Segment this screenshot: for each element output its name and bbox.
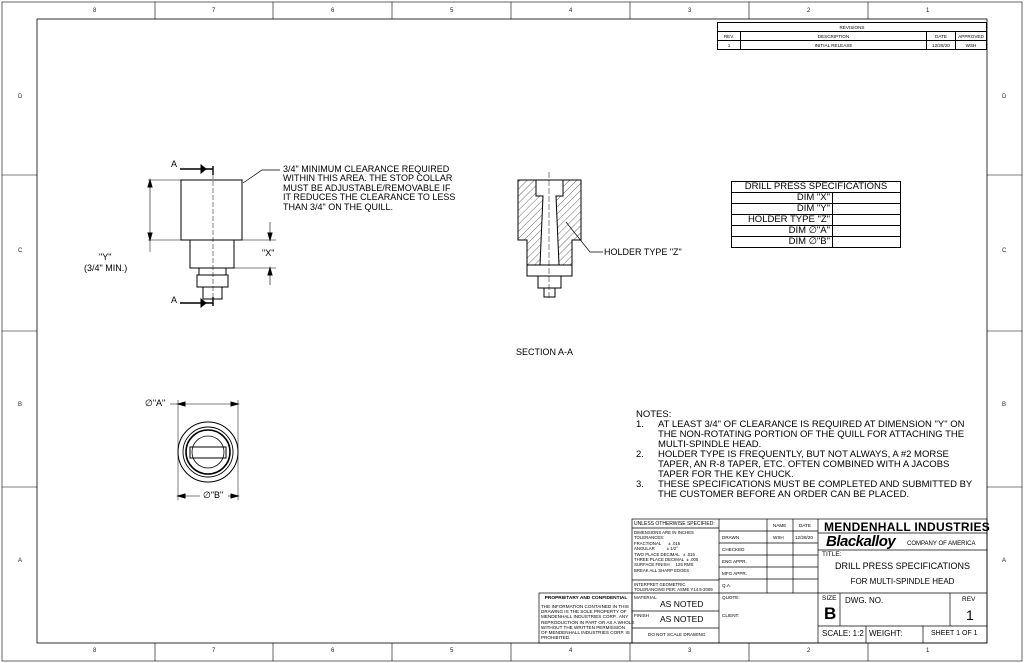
quote-label: QUOTE: bbox=[722, 595, 740, 600]
note-line: THE CUSTOMER BEFORE AN ORDER CAN BE PLACED. bbox=[658, 489, 910, 500]
spec-row-dim-b: DIM ∅"B" bbox=[732, 237, 833, 248]
revision-description: INITIAL RELEASE bbox=[741, 41, 927, 50]
approval-drawn-name: WSH bbox=[773, 535, 784, 540]
proprietary-text bbox=[541, 604, 634, 640]
note-line: MULTI-SPINDLE HEAD. bbox=[658, 439, 762, 450]
tolerance-line: ANGULAR ± 1/2° bbox=[634, 546, 678, 552]
proprietary-line: PROHIBITED. bbox=[541, 635, 571, 641]
proprietary-line: WITHOUT THE WRITTEN PERMISSION bbox=[541, 624, 626, 630]
clearance-note bbox=[283, 165, 455, 212]
size-label: SIZE bbox=[822, 595, 837, 602]
revision-approved: WSH bbox=[956, 41, 987, 50]
note-item bbox=[636, 480, 972, 500]
revision-rev: 1 bbox=[718, 41, 741, 50]
revisions-header-approved: APPROVED bbox=[956, 32, 987, 41]
interpret-line: TOLERANCING PER: ASME Y14.5-2009 bbox=[634, 587, 713, 593]
note-line: THE NON-ROTATING PORTION OF THE QUILL FOR ATTACHING THE bbox=[658, 429, 965, 440]
zone-row-d-left: D bbox=[18, 94, 23, 100]
zone-col-1-bottom: 1 bbox=[926, 648, 930, 654]
client-label: CLIENT: bbox=[722, 613, 740, 618]
sheet-label: SHEET 1 OF 1 bbox=[931, 630, 978, 637]
note-number: 1. bbox=[636, 419, 644, 430]
section-mark-bottom: A bbox=[171, 295, 178, 305]
brand-logo: Blackalloy bbox=[826, 533, 896, 550]
proprietary-line: REPRODUCTION IN PART OR AS A WHOLE bbox=[541, 619, 635, 625]
approval-col-name: NAME bbox=[773, 523, 787, 528]
note-item bbox=[636, 420, 972, 450]
dim-b-label: ∅"B" bbox=[203, 490, 224, 500]
note-number: 2. bbox=[636, 449, 644, 460]
zone-col-3-bottom: 3 bbox=[688, 648, 692, 654]
quill-elevation-view bbox=[148, 165, 280, 307]
clearance-note-line: IT REDUCES THE CLEARANCE TO LESS bbox=[283, 192, 456, 203]
clearance-note-line: MUST BE ADJUSTABLE/REMOVABLE IF bbox=[283, 182, 451, 193]
note-line: TAPER, AN R-8 TAPER, ETC. OFTEN COMBINED WITH A JACOBS bbox=[658, 459, 950, 470]
note-line: TAPER FOR THE KEY CHUCK. bbox=[658, 469, 794, 480]
section-a-a-label: SECTION A-A bbox=[516, 347, 574, 357]
zone-row-d-right: D bbox=[1002, 94, 1007, 100]
interpret-line: INTERPRET GEOMETRIC bbox=[634, 582, 686, 587]
zone-row-a-left: A bbox=[18, 558, 23, 564]
approval-col-date: DATE bbox=[799, 523, 811, 528]
finish-label: FINISH bbox=[634, 613, 650, 618]
zone-col-2-top: 2 bbox=[807, 8, 811, 14]
notes-block bbox=[636, 410, 972, 500]
spec-row-holder-type: HOLDER TYPE "Z" bbox=[732, 215, 833, 226]
note-line: HOLDER TYPE IS FREQUENTLY, BUT NOT ALWAYS, A #2 MORSE bbox=[658, 449, 949, 460]
spec-row-dim-x: DIM "X" bbox=[732, 193, 833, 204]
spec-value-cell[interactable] bbox=[833, 226, 901, 237]
do-not-scale: DO NOT SCALE DRAWING bbox=[648, 632, 706, 637]
zone-col-3-top: 3 bbox=[688, 8, 692, 14]
zone-row-a-right: A bbox=[1002, 558, 1007, 564]
revisions-header-rev: REV. bbox=[718, 32, 741, 41]
spec-table-title: DRILL PRESS SPECIFICATIONS bbox=[732, 182, 901, 193]
dim-x-label: "X" bbox=[262, 248, 275, 258]
dim-a-label: ∅"A" bbox=[145, 398, 166, 408]
material-label: MATERIAL bbox=[634, 595, 657, 600]
revisions-table bbox=[717, 22, 987, 50]
approval-qa: Q.A. bbox=[722, 583, 732, 588]
zone-col-4-top: 4 bbox=[569, 8, 573, 14]
tolerance-line: FRACTIONAL ± .015 bbox=[634, 540, 681, 546]
revisions-header-date: DATE bbox=[927, 32, 956, 41]
clearance-note-line: THAN 3/4" ON THE QUILL. bbox=[283, 201, 394, 212]
scale-label: SCALE: 1:2 bbox=[822, 629, 864, 638]
zone-row-c-right: C bbox=[1002, 248, 1007, 254]
proprietary-line: MENDENHALL INDUSTRIES CORP.. ANY bbox=[541, 614, 629, 620]
drill-press-spec-table bbox=[731, 181, 901, 248]
approval-drawn-date: 12/28/20 bbox=[795, 535, 813, 540]
tolerances-block bbox=[634, 530, 698, 573]
zone-col-1-top: 1 bbox=[926, 8, 930, 14]
tolerance-line: TWO PLACE DECIMAL ± .015 bbox=[634, 551, 695, 557]
note-line: AT LEAST 3/4" OF CLEARANCE IS REQUIRED AT DIMENSION "Y" ON bbox=[658, 419, 965, 430]
zone-row-b-right: B bbox=[1002, 402, 1007, 408]
tolerance-line: THREE PLACE DECIMAL ± .005 bbox=[634, 557, 699, 563]
tolerance-line: DIMENSIONS ARE IN INCHES bbox=[634, 530, 694, 535]
note-line: THESE SPECIFICATIONS MUST BE COMPLETED AND SUBMITTED BY bbox=[658, 479, 973, 490]
clearance-note-line: 3/4" MINIMUM CLEARANCE REQUIRED bbox=[283, 164, 450, 174]
notes-heading: NOTES: bbox=[636, 409, 672, 420]
finish-value: AS NOTED bbox=[660, 614, 704, 624]
spec-value-cell[interactable] bbox=[833, 193, 901, 204]
zone-col-4-bottom: 4 bbox=[569, 648, 573, 654]
zone-col-6-top: 6 bbox=[331, 8, 335, 14]
spec-value-cell[interactable] bbox=[833, 215, 901, 226]
proprietary-line: OF MENDENHALL INDUSTRIES CORP. IS bbox=[541, 630, 630, 636]
revisions-header-description: DESCRIPTION bbox=[741, 32, 927, 41]
zone-col-7-bottom: 7 bbox=[212, 648, 216, 654]
zone-col-6-bottom: 6 bbox=[331, 648, 335, 654]
quill-end-view bbox=[170, 400, 238, 500]
rev-label: REV bbox=[962, 596, 976, 603]
proprietary-line: DRAWING IS THE SOLE PROPERTY OF bbox=[541, 609, 627, 615]
holder-type-label: HOLDER TYPE "Z" bbox=[604, 247, 682, 257]
zone-col-8-top: 8 bbox=[93, 8, 97, 14]
clearance-note-line: WITHIN THIS AREA. THE STOP COLLAR bbox=[283, 173, 453, 184]
note-number: 3. bbox=[636, 479, 644, 490]
zone-col-2-bottom: 2 bbox=[807, 648, 811, 654]
proprietary-line: THE INFORMATION CONTAINED IN THIS bbox=[541, 604, 629, 609]
zone-col-5-bottom: 5 bbox=[450, 648, 454, 654]
note-text bbox=[658, 450, 949, 480]
company-name: MENDENHALL INDUSTRIES bbox=[824, 520, 991, 534]
zone-row-c-left: C bbox=[18, 248, 23, 254]
zone-row-b-left: B bbox=[18, 402, 23, 408]
weight-label: WEIGHT: bbox=[869, 629, 903, 638]
tolerance-line: SURFACE FINISH 125 RMS bbox=[634, 562, 694, 568]
section-mark-top: A bbox=[171, 159, 178, 169]
spec-row-dim-y: DIM "Y" bbox=[732, 204, 833, 215]
tolerance-line: TOLERANCES: bbox=[634, 535, 665, 541]
spec-value-cell[interactable] bbox=[833, 237, 901, 248]
dim-y-label: "Y" bbox=[99, 252, 112, 262]
note-text bbox=[658, 420, 964, 450]
size-value: B bbox=[824, 604, 837, 623]
holder-section-view bbox=[518, 172, 603, 300]
note-text bbox=[658, 480, 972, 500]
note-item bbox=[636, 450, 972, 480]
revision-date: 12/28/20 bbox=[927, 41, 956, 50]
spec-row-dim-a: DIM ∅"A" bbox=[732, 226, 833, 237]
dwg-no-label: DWG. NO. bbox=[845, 596, 884, 605]
dim-y-min-label: (3/4" MIN.) bbox=[84, 263, 128, 273]
interpret-block bbox=[634, 582, 713, 592]
approval-mfg: MFG APPR. bbox=[722, 571, 748, 576]
zone-col-8-bottom: 8 bbox=[93, 648, 97, 654]
title-line-1: DRILL PRESS SPECIFICATIONS bbox=[834, 561, 971, 571]
title-label: TITLE: bbox=[822, 551, 842, 558]
approval-checked: CHECKED bbox=[722, 547, 745, 552]
proprietary-heading: PROPRIETARY AND CONFIDENTIAL bbox=[544, 596, 628, 601]
zone-col-5-top: 5 bbox=[450, 8, 454, 14]
spec-value-cell[interactable] bbox=[833, 204, 901, 215]
zone-col-7-top: 7 bbox=[212, 8, 216, 14]
tolerance-line: BREAK ALL SHARP EDGES bbox=[634, 567, 690, 573]
approval-eng: ENG APPR. bbox=[722, 559, 747, 564]
brand-subtitle: COMPANY OF AMERICA bbox=[907, 541, 976, 547]
rev-value: 1 bbox=[966, 607, 974, 623]
revisions-title: REVISIONS bbox=[718, 23, 987, 32]
material-value: AS NOTED bbox=[660, 599, 704, 609]
title-line-2: FOR MULTI-SPINDLE HEAD bbox=[850, 577, 955, 586]
approval-drawn: DRAWN bbox=[722, 535, 740, 540]
unless-otherwise-specified: UNLESS OTHERWISE SPECIFIED: bbox=[634, 521, 715, 527]
